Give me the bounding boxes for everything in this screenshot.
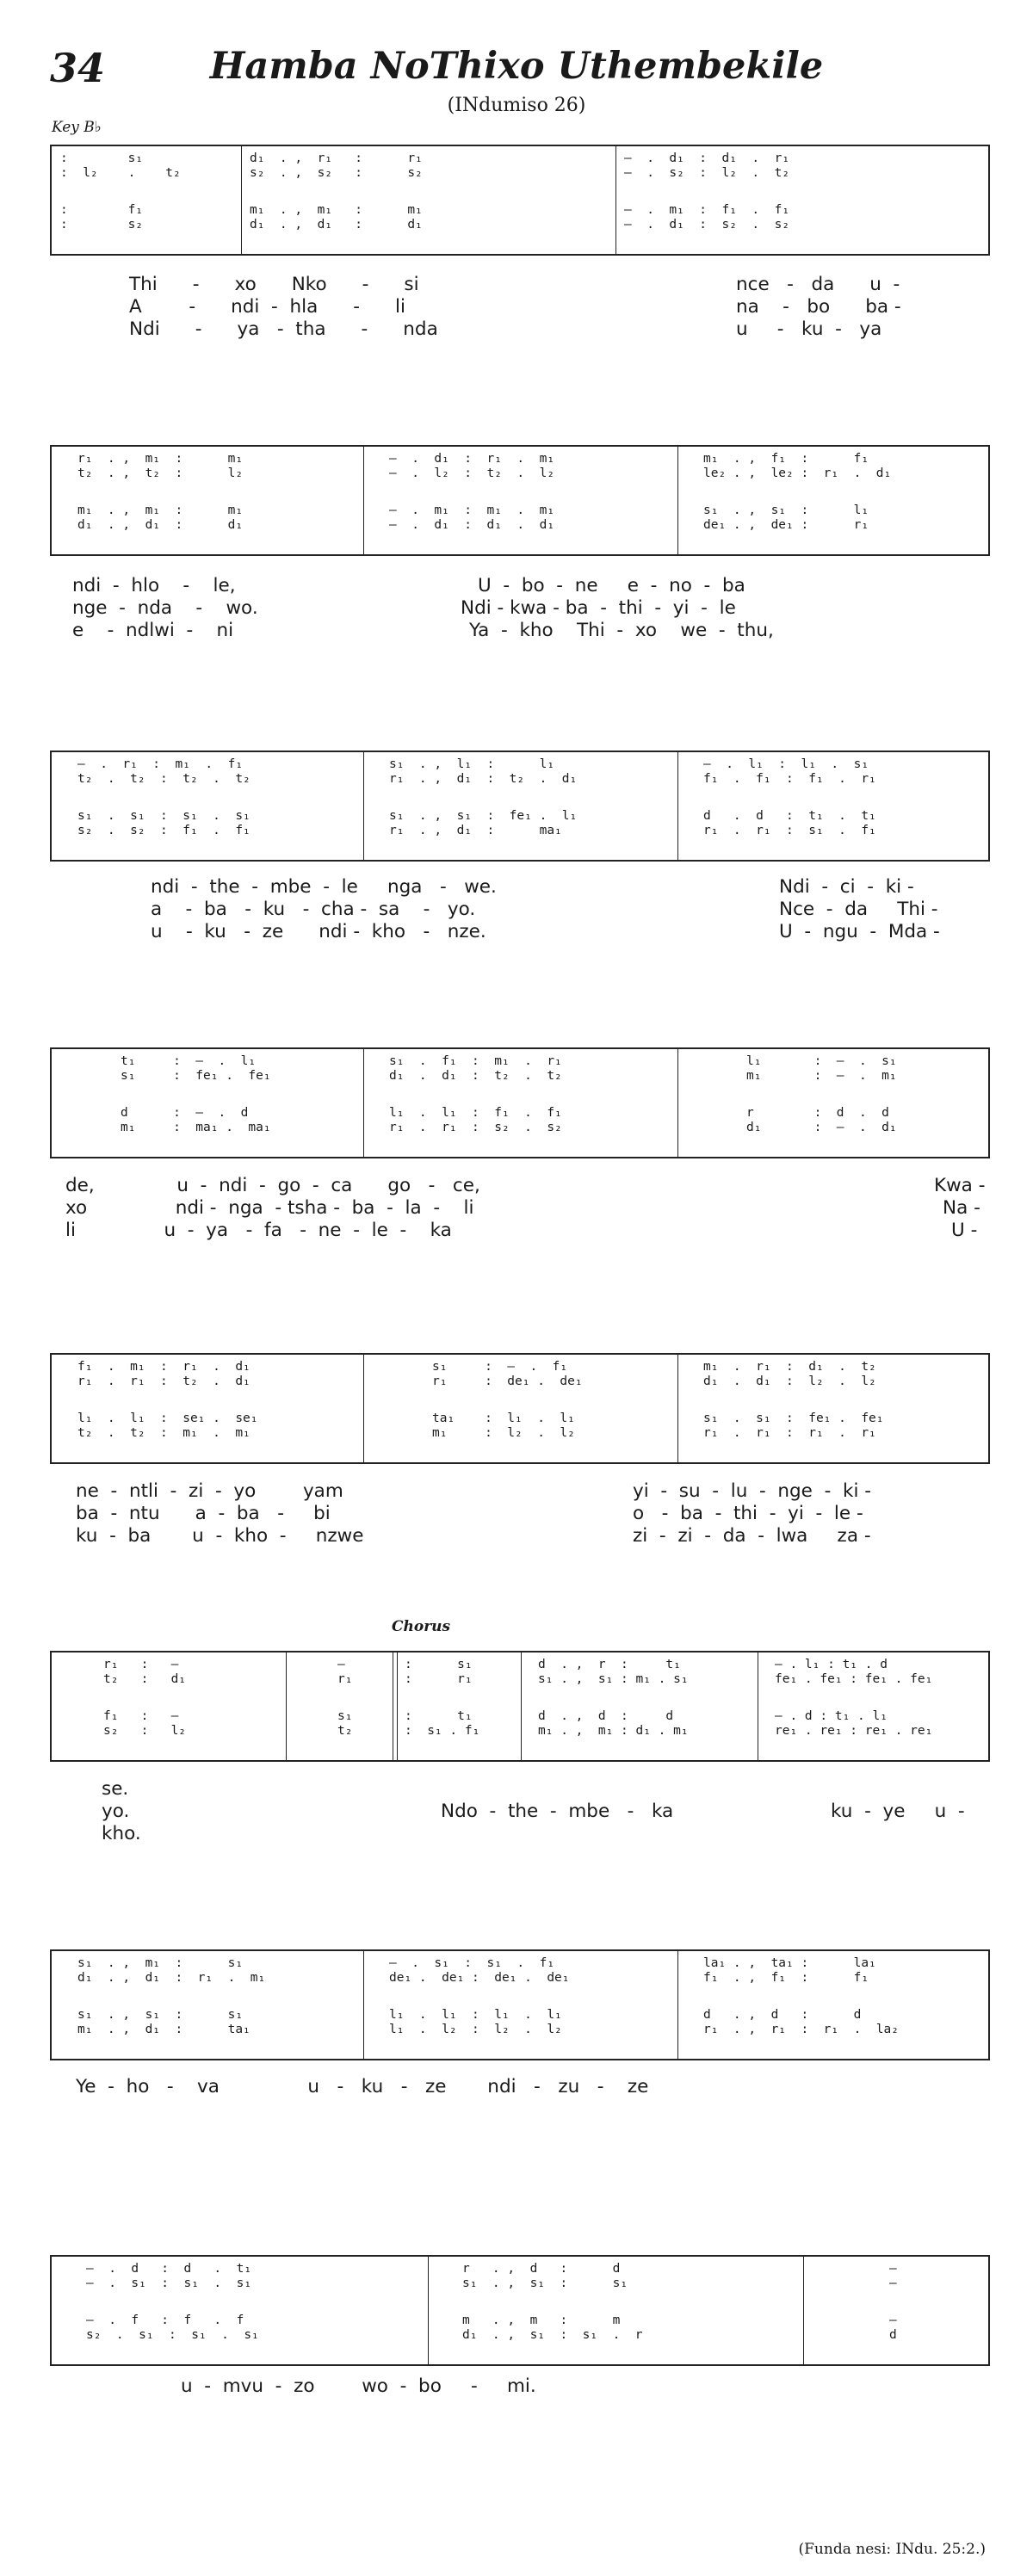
lyric-line: u - mvu - zo wo - bo - mi.	[181, 2375, 536, 2397]
measure	[363, 1049, 677, 1157]
lyric-line: Ndi - ci - ki -	[779, 876, 914, 898]
lyric-line: nge - nda - wo.	[72, 597, 258, 619]
lyric-line: li u - ya - fa - ne - le - ka	[65, 1220, 452, 1241]
solfa-upper: m₁ . , f₁ : f₁ le₂ . , le₂ : r₁ . d₁	[703, 452, 892, 480]
solfa-lower: s₁ . , s₁ : l₁ de₁ . , de₁ : r₁	[703, 503, 869, 532]
measure	[428, 2257, 803, 2364]
solfa-upper: – . d₁ : d₁ . r₁ – . s₂ : l₂ . t₂	[624, 151, 790, 180]
solfa-lower: — d	[889, 2313, 897, 2342]
solfa-upper: s₁ . , l₁ : l₁ r₁ . , d₁ : t₂ . d₁	[389, 757, 578, 786]
solfa-upper: m₁ . r₁ : d₁ . t₂ d₁ . d₁ : l₂ . l₂	[703, 1360, 876, 1388]
lyric-line: nce - da u -	[736, 274, 900, 295]
lyric-line: A - ndi - hla - li	[129, 296, 405, 318]
lyric-line: o - ba - thi - yi - le -	[633, 1503, 863, 1524]
lyric-line: de, u - ndi - go - ca go - ce,	[65, 1175, 480, 1196]
music-system-2	[50, 445, 990, 556]
solfa-upper: f₁ . m₁ : r₁ . d₁ r₁ . r₁ : t₂ . d₁	[77, 1360, 251, 1388]
lyric-line: kho.	[102, 1823, 141, 1844]
measure	[758, 1652, 992, 1760]
lyric-line: ku - ba u - kho - nzwe	[76, 1525, 364, 1547]
measure	[286, 1652, 393, 1760]
solfa-lower: – . m₁ : f₁ . f₁ – . d₁ : s₂ . s₂	[624, 203, 790, 232]
solfa-lower: d . , d : d m₁ . , m₁ : d₁ . m₁	[538, 1709, 689, 1738]
solfa-upper: – . d : d . t₁ – . s₁ : s₁ . s₁	[86, 2262, 252, 2290]
hymn-subtitle: (INdumiso 26)	[447, 95, 586, 116]
solfa-lower: s₁ . , s₁ : s₁ m₁ . , d₁ : ta₁	[77, 2008, 251, 2036]
solfa-lower: f₁ : — s₂ : l₂	[103, 1709, 187, 1738]
measure	[521, 1652, 758, 1760]
lyric-line: Thi - xo Nko - si	[129, 274, 419, 295]
solfa-lower: s₁ . , s₁ : fe₁ . l₁ r₁ . , d₁ : ma₁	[389, 809, 578, 837]
lyric-line: Ndo - the - mbe - ka	[441, 1801, 674, 1822]
solfa-upper: s₁ . , m₁ : s₁ d₁ . , d₁ : r₁ . m₁	[77, 1956, 266, 1985]
key-signature: Key B♭	[52, 119, 102, 136]
music-system-8	[50, 2255, 990, 2366]
chorus-label: Chorus	[392, 1618, 451, 1635]
measure	[52, 2257, 428, 2364]
solfa-lower: – . d : t₁ . l₁ re₁ . re₁ : re₁ . re₁	[775, 1709, 933, 1738]
solfa-lower: d . , d : d r₁ . , r₁ : r₁ . la₂	[703, 2008, 899, 2036]
music-system-5	[50, 1353, 990, 1464]
lyric-line: se.	[102, 1778, 129, 1800]
solfa-lower: m₁ . , m₁ : m₁ d₁ . , d₁ : d₁	[77, 503, 244, 532]
solfa-lower: s₁ t₂	[337, 1709, 353, 1738]
measure	[399, 1652, 521, 1760]
lyric-line: Kwa -	[934, 1175, 986, 1196]
lyric-line: na - bo ba -	[736, 296, 901, 318]
lyric-line: Ndi - kwa - ba - thi - yi - le	[461, 597, 736, 619]
solfa-lower: s₁ . s₁ : s₁ . s₁ s₂ . s₂ : f₁ . f₁	[77, 809, 251, 837]
music-system-7	[50, 1949, 990, 2060]
music-system-3	[50, 751, 990, 862]
measure	[52, 752, 363, 860]
solfa-upper: – . d₁ : r₁ . m₁ – . l₂ : t₂ . l₂	[389, 452, 555, 480]
solfa-upper: — —	[889, 2262, 897, 2290]
solfa-lower: m . , m : m d₁ . , s₁ : s₁ . r	[462, 2313, 643, 2342]
lyric-line: U - bo - ne e - no - ba	[478, 575, 745, 596]
lyric-line: U -	[951, 1220, 978, 1241]
solfa-lower: s₁ . s₁ : fe₁ . fe₁ r₁ . r₁ : r₁ . r₁	[703, 1412, 884, 1440]
solfa-upper: — r₁	[337, 1658, 353, 1686]
solfa-lower: : t₁ : s₁ . f₁	[405, 1709, 480, 1738]
solfa-lower: – . f : f . f s₂ . s₁ : s₁ . s₁	[86, 2313, 259, 2342]
solfa-lower: d . d : t₁ . t₁ r₁ . r₁ : s₁ . f₁	[703, 809, 876, 837]
measure	[615, 146, 992, 254]
measure	[52, 1951, 363, 2059]
measure	[52, 447, 363, 554]
lyric-line: ne - ntli - zi - yo yam	[76, 1480, 343, 1502]
measure	[363, 447, 677, 554]
solfa-upper: s₁ : – . f₁ r₁ : de₁ . de₁	[432, 1360, 583, 1388]
solfa-upper: r . , d : d s₁ . , s₁ : s₁	[462, 2262, 628, 2290]
solfa-lower: l₁ . l₁ : se₁ . se₁ t₂ . t₂ : m₁ . m₁	[77, 1412, 258, 1440]
solfa-lower: m₁ . , m₁ : m₁ d₁ . , d₁ : d₁	[250, 203, 423, 232]
music-system-1	[50, 145, 990, 256]
measure	[803, 2257, 992, 2364]
scripture-reference: (Funda nesi: INdu. 25:2.)	[798, 2541, 986, 2558]
measure	[52, 1355, 363, 1462]
music-system-4	[50, 1047, 990, 1158]
solfa-upper: la₁ . , ta₁ : la₁ f₁ . , f₁ : f₁	[703, 1956, 876, 1985]
solfa-upper: – . s₁ : s₁ . f₁ de₁ . de₁ : de₁ . de₁	[389, 1956, 570, 1985]
lyric-line: ba - ntu a - ba - bi	[76, 1503, 331, 1524]
solfa-upper: r₁ . , m₁ : m₁ t₂ . , t₂ : l₂	[77, 452, 244, 480]
solfa-lower: l₁ . l₁ : f₁ . f₁ r₁ . r₁ : s₂ . s₂	[389, 1106, 562, 1134]
solfa-lower: – . m₁ : m₁ . m₁ – . d₁ : d₁ . d₁	[389, 503, 555, 532]
measure	[677, 1951, 992, 2059]
solfa-upper: – . l₁ : l₁ . s₁ f₁ . f₁ : f₁ . r₁	[703, 757, 876, 786]
measure	[241, 146, 615, 254]
measure	[677, 752, 992, 860]
lyric-line: xo ndi - nga - tsha - ba - la - li	[65, 1197, 474, 1219]
solfa-upper: – . l₁ : t₁ . d fe₁ . fe₁ : fe₁ . fe₁	[775, 1658, 933, 1686]
lyric-line: e - ndlwi - ni	[72, 620, 234, 641]
solfa-lower: d : – . d m₁ : ma₁ . ma₁	[121, 1106, 271, 1134]
lyric-line: Ndi - ya - tha - nda	[129, 318, 438, 340]
measure	[52, 1049, 363, 1157]
measure	[52, 146, 241, 254]
lyric-line: ku - ye u -	[831, 1801, 965, 1822]
lyric-line: Na -	[943, 1197, 980, 1219]
solfa-upper: r₁ : — t₂ : d₁	[103, 1658, 187, 1686]
solfa-upper: t₁ : – . l₁ s₁ : fe₁ . fe₁	[121, 1054, 271, 1083]
solfa-upper: : s₁ : r₁	[405, 1658, 473, 1686]
measure	[677, 447, 992, 554]
solfa-upper: l₁ : – . s₁ m₁ : – . m₁	[746, 1054, 897, 1083]
solfa-lower: ta₁ : l₁ . l₁ m₁ : l₂ . l₂	[432, 1412, 575, 1440]
solfa-upper: d . , r : t₁ s₁ . , s₁ : m₁ . s₁	[538, 1658, 689, 1686]
lyric-line: u - ku - ya	[736, 318, 882, 340]
solfa-upper: – . r₁ : m₁ . f₁ t₂ . t₂ : t₂ . t₂	[77, 757, 251, 786]
lyric-line: a - ba - ku - cha - sa - yo.	[151, 899, 476, 920]
music-system-6	[50, 1651, 990, 1762]
measure	[677, 1355, 992, 1462]
measure	[363, 1951, 677, 2059]
solfa-upper: s₁ . f₁ : m₁ . r₁ d₁ . d₁ : t₂ . t₂	[389, 1054, 562, 1083]
measure	[52, 1652, 286, 1760]
lyric-line: Nce - da Thi -	[779, 899, 938, 920]
lyric-line: u - ku - ze ndi - kho - nze.	[151, 921, 486, 942]
solfa-upper: d₁ . , r₁ : r₁ s₂ . , s₂ : s₂	[250, 151, 423, 180]
solfa-lower: : f₁ : s₂	[60, 203, 144, 232]
measure	[677, 1049, 992, 1157]
measure	[363, 1355, 677, 1462]
hymn-title: Hamba NoThixo Uthembekile	[209, 45, 824, 88]
solfa-lower: l₁ . l₁ : l₁ . l₁ l₁ . l₂ : l₂ . l₂	[389, 2008, 562, 2036]
measure	[363, 752, 677, 860]
lyric-line: yo.	[102, 1801, 130, 1822]
solfa-upper: : s₁ : l₂ . t₂	[60, 151, 181, 180]
lyric-line: ndi - hlo - le,	[72, 575, 236, 596]
page-number: 34	[50, 45, 106, 91]
lyric-line: zi - zi - da - lwa za -	[633, 1525, 871, 1547]
lyric-line: Ye - ho - va u - ku - ze ndi - zu - ze	[76, 2076, 649, 2097]
lyric-line: U - ngu - Mda -	[779, 921, 940, 942]
lyric-line: yi - su - lu - nge - ki -	[633, 1480, 872, 1502]
lyric-line: Ya - kho Thi - xo we - thu,	[469, 620, 774, 641]
lyric-line: ndi - the - mbe - le nga - we.	[151, 876, 497, 898]
solfa-lower: r : d . d d₁ : – . d₁	[746, 1106, 897, 1134]
